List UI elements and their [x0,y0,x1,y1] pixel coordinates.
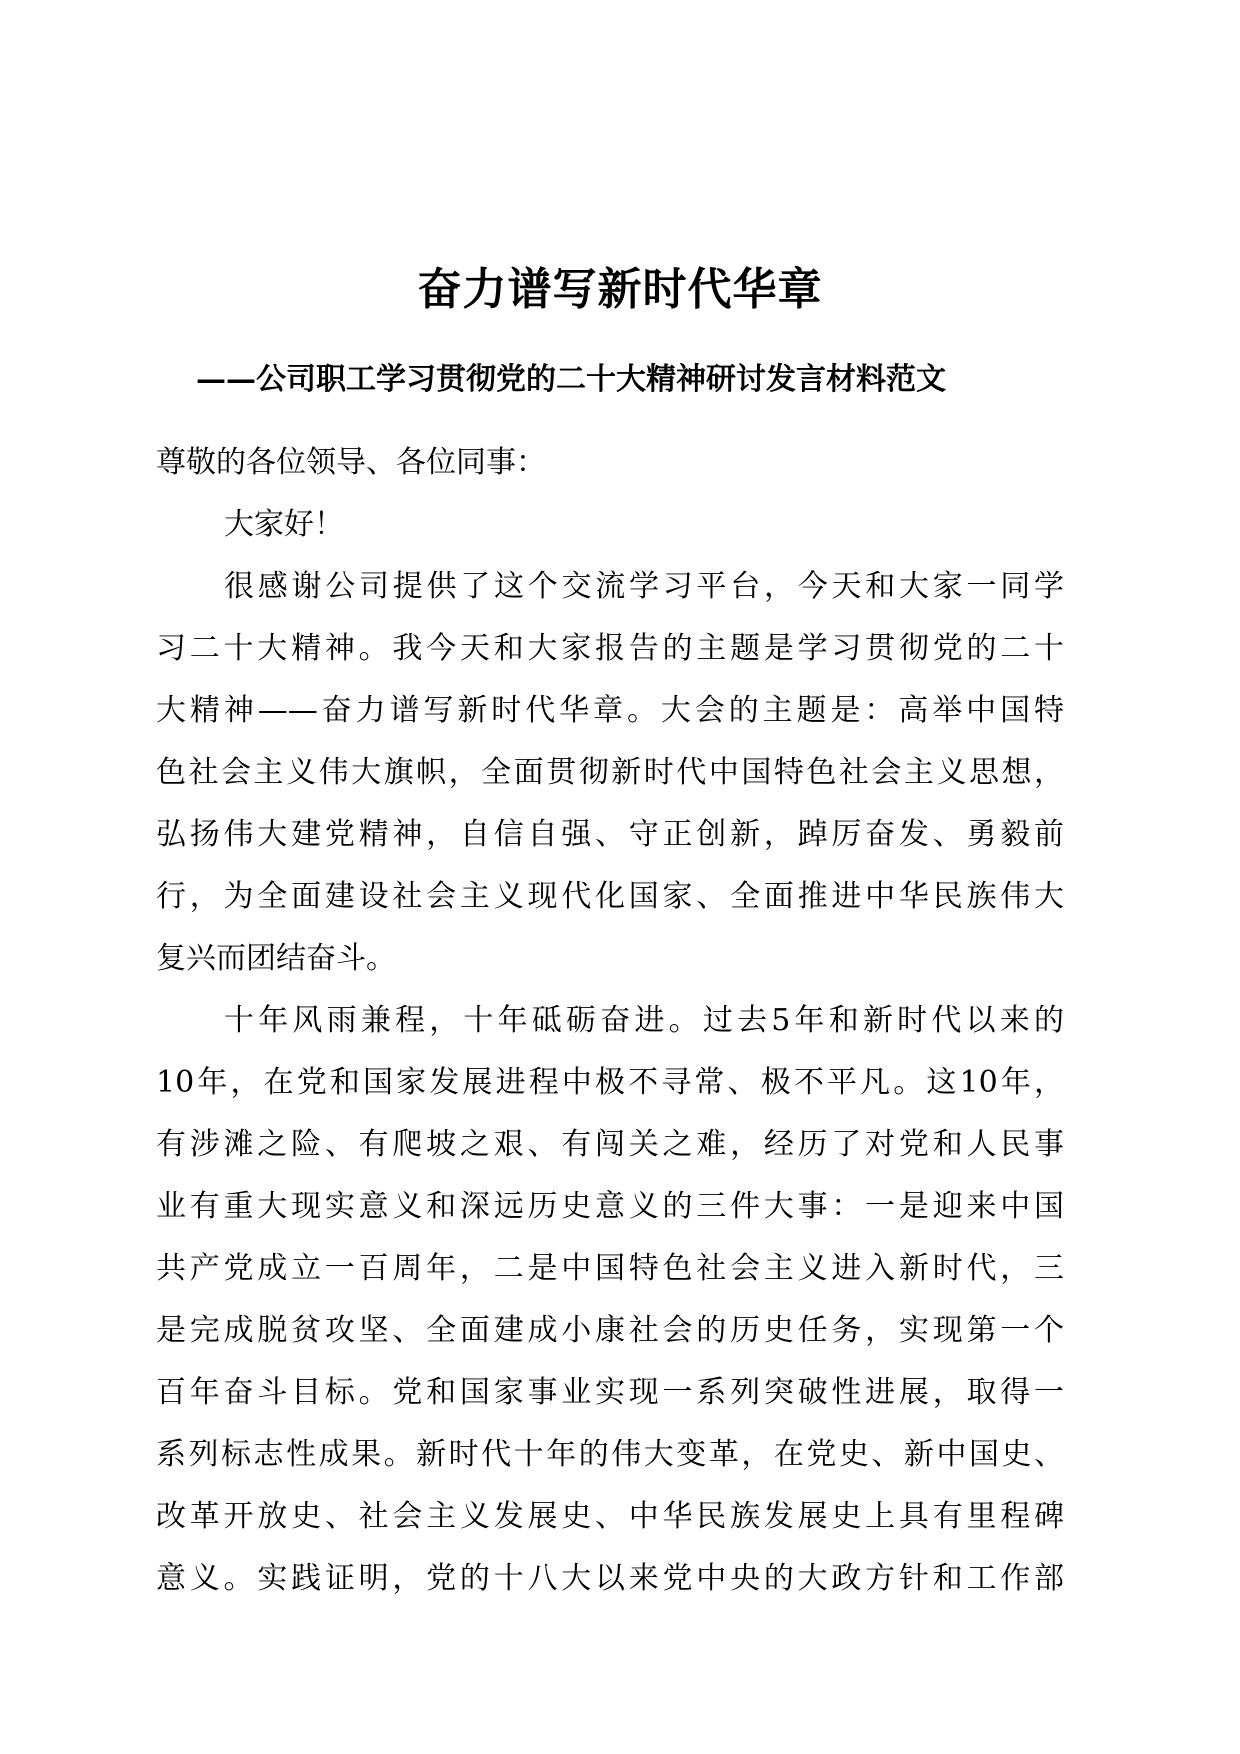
paragraph-2-line: 共产党成立一百周年，二是中国特色社会主义进入新时代，三 [156,1251,1064,1286]
paragraph-2-line: 是完成脱贫攻坚、全面建成小康社会的历史任务，实现第一个 [156,1313,1064,1348]
paragraph-2-line: 改革开放史、社会主义发展史、中华民族发展史上具有里程碑 [156,1499,1064,1534]
paragraph-1-line: 行，为全面建设社会主义现代化国家、全面推进中华民族伟大 [156,879,1064,914]
paragraph-1-line: 大精神——奋力谱写新时代华章。大会的主题是：高举中国特 [156,693,1064,728]
salutation: 尊敬的各位领导、各位同事： [156,445,546,480]
paragraph-1-line: 弘扬伟大建党精神，自信自强、守正创新，踔厉奋发、勇毅前 [156,817,1064,852]
document-subtitle: ——公司职工学习贯彻党的二十大精神研讨发言材料范文 [196,362,946,397]
greeting: 大家好！ [224,507,344,542]
paragraph-2-line: 意义。实践证明，党的十八大以来党中央的大政方针和工作部 [156,1561,1064,1596]
paragraph-2-line: 系列标志性成果。新时代十年的伟大变革，在党史、新中国史、 [156,1437,1064,1472]
paragraph-2-line: 业有重大现实意义和深远历史意义的三件大事：一是迎来中国 [156,1189,1064,1224]
paragraph-2-line: 10年，在党和国家发展进程中极不寻常、极不平凡。这10年， [156,1065,1064,1100]
paragraph-2-line: 有涉滩之险、有爬坡之艰、有闯关之难，经历了对党和人民事 [156,1127,1064,1162]
paragraph-2-line: 十年风雨兼程，十年砥砺奋进。过去5年和新时代以来的 [224,1003,1064,1038]
paragraph-2-line: 百年奋斗目标。党和国家事业实现一系列突破性进展，取得一 [156,1375,1064,1410]
paragraph-1-line: 色社会主义伟大旗帜，全面贯彻新时代中国特色社会主义思想， [156,755,1064,790]
paragraph-1-line: 很感谢公司提供了这个交流学习平台，今天和大家一同学 [224,569,1064,604]
document-body [156,432,1064,1610]
paragraph-1-line: 习二十大精神。我今天和大家报告的主题是学习贯彻党的二十 [156,631,1064,666]
paragraph-1-line: 复兴而团结奋斗。 [156,941,396,976]
document-title: 奋力谱写新时代华章 [417,264,823,315]
